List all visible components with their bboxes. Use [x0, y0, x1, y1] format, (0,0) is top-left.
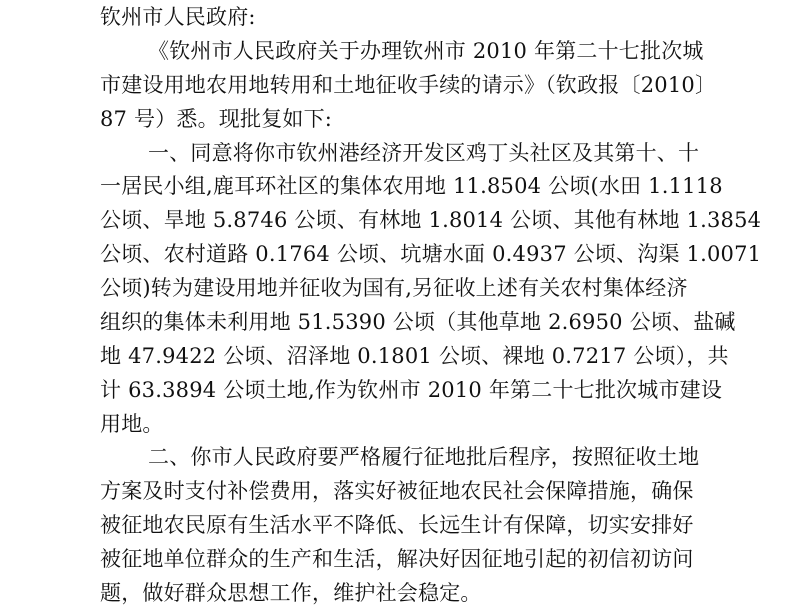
paragraph-2-line-4: 公顷、农村道路 0.1764 公顷、坑塘水面 0.4937 公顷、沟渠 1.0071	[100, 242, 762, 266]
paragraph-3-line-4: 被征地单位群众的生产和生活，解决好因征地引起的初信初访问	[100, 547, 694, 571]
paragraph-3-line-5: 题，做好群众思想工作，维护社会稳定。	[100, 581, 482, 605]
paragraph-2-line-1: 一、同意将你市钦州港经济开发区鸡丁头社区及其第十、十	[148, 141, 700, 165]
paragraph-1-line-2: 市建设用地农用地转用和土地征收手续的请示》（钦政报〔2010〕	[100, 73, 717, 97]
paragraph-3-line-2: 方案及时支付补偿费用，落实好被征地农民社会保障措施，确保	[100, 479, 694, 503]
paragraph-1-line-3: 87 号）悉。现批复如下:	[100, 107, 333, 131]
paragraph-2-line-5: 公顷)转为建设用地并征收为国有,另征收上述有关农村集体经济	[100, 276, 688, 300]
paragraph-2-line-9: 用地。	[100, 412, 164, 436]
paragraph-2-line-2: 一居民小组,鹿耳环社区的集体农用地 11.8504 公顷(水田 1.1118	[100, 174, 723, 198]
paragraph-3-line-3: 被征地农民原有生活水平不降低、长远生计有保障，切实安排好	[100, 513, 694, 537]
paragraph-2-line-7: 地 47.9422 公顷、沼泽地 0.1801 公顷、裸地 0.7217 公顷），共	[100, 344, 729, 368]
salutation: 钦州市人民政府:	[100, 5, 256, 29]
paragraph-2-line-3: 公顷、旱地 5.8746 公顷、有林地 1.8014 公顷、其他有林地 1.3854	[100, 208, 762, 232]
paragraph-2-line-6: 组织的集体未利用地 51.5390 公顷（其他草地 2.6950 公顷、盐碱	[100, 310, 736, 334]
paragraph-3-line-1: 二、你市人民政府要严格履行征地批后程序，按照征收土地	[148, 445, 700, 469]
paragraph-1-line-1: 《钦州市人民政府关于办理钦州市 2010 年第二十七批次城	[148, 39, 704, 63]
paragraph-2-line-8: 计 63.3894 公顷土地,作为钦州市 2010 年第二十七批次城市建设	[100, 378, 723, 402]
